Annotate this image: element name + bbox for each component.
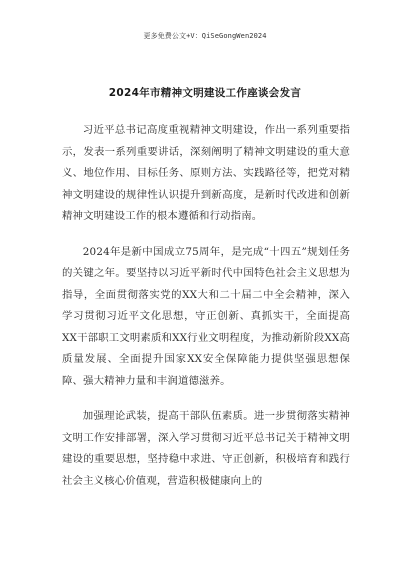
document-body — [62, 120, 350, 506]
header-note: 更多免费公文+V：QiSeGongWen2024 — [143, 32, 267, 40]
paragraph: 习近平总书记高度重视精神文明建设，作出一系列重要指示，发表一系列重要讲话，深刻阐明了精神文明建设的重大意义、地位作用、目标任务、原则方法、实践路径等，把党对精神文明建设的规律性认识提升到新高度，是新时代改进和创新精神文明建设工作的根本遵循和行动指南。 — [62, 124, 350, 222]
document-title: 2024年市精神文明建设工作座谈会发言 — [108, 87, 302, 99]
paragraph: 2024年是新中国成立75周年，是完成“十四五”规划任务的关键之年。要坚持以习近平新时代中国特色社会主义思想为指导，全面贯彻落实党的XX大和二十届二中全会精神，深入学习贯彻习近平文化思想，守正创新、真抓实干，全面提高XX干部职工文明素质和XX行业文明程度，为推动新阶段XX高质量发展、全面提升国家XX安全保障能力提供坚强思想保障、强大精神力量和丰润道德滋养。 — [62, 245, 350, 387]
paragraph: 加强理论武装，提高干部队伍素质。进一步贯彻落实精神文明工作安排部署，深入学习贯彻习近平总书记关于精神文明建设的重要思想，坚持稳中求进、守正创新，积极培育和践行社会主义核心价值观，营造积极健康向上的 — [62, 410, 350, 487]
